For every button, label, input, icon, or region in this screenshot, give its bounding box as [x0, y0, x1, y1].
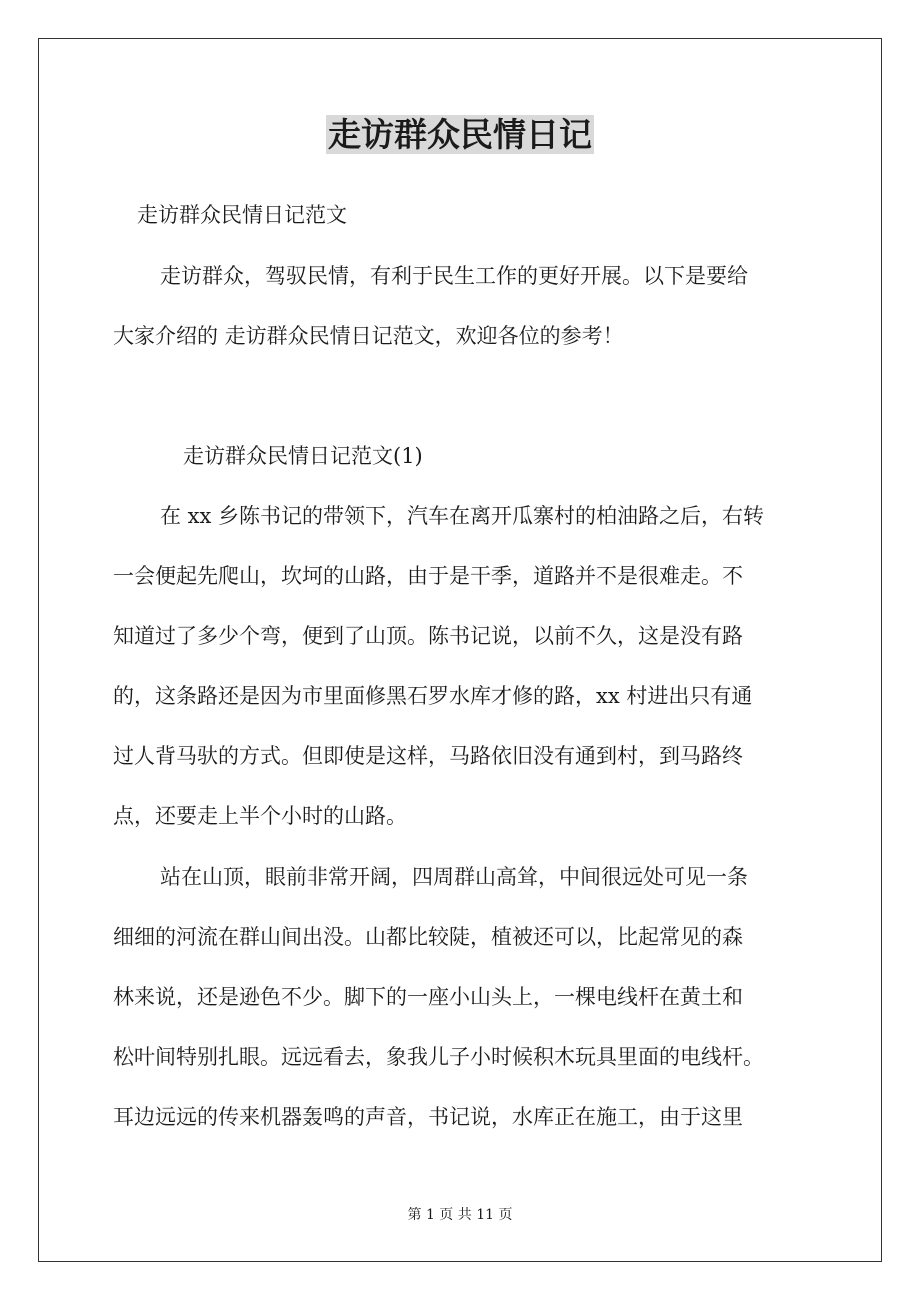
paragraph-line: 的，这条路还是因为市里面修黑石罗水库才修的路，xx 村进出只有通 — [113, 684, 753, 708]
paragraph-line: 松叶间特别扎眼。远远看去，象我儿子小时候积木玩具里面的电线杆。 — [113, 1045, 764, 1069]
paragraph-line: 站在山顶，眼前非常开阔，四周群山高耸，中间很远处可见一条 — [160, 865, 748, 889]
paragraph-line: 一会便起先爬山，坎坷的山路，由于是干季，道路并不是很难走。不 — [113, 564, 743, 588]
paragraph-line: 知道过了多少个弯，便到了山顶。陈书记说，以前不久，这是没有路 — [113, 624, 743, 648]
paragraph-line: 林来说，还是逊色不少。脚下的一座小山头上，一棵电线杆在黄土和 — [113, 985, 743, 1009]
paragraph-line: 在 xx 乡陈书记的带领下，汽车在离开瓜寨村的柏油路之后，右转 — [160, 504, 765, 528]
paragraph-line: 细细的河流在群山间出没。山都比较陡，植被还可以，比起常见的森 — [113, 925, 743, 949]
paragraph-line: 耳边远远的传来机器轰鸣的声音，书记说，水库正在施工，由于这里 — [113, 1105, 743, 1129]
intro-line: 走访群众，驾驭民情，有利于民生工作的更好开展。以下是要给 — [160, 264, 748, 288]
document-title: 走访群众民情日记 — [328, 115, 592, 154]
section-heading: 走访群众民情日记范文(1) — [183, 444, 423, 468]
subtitle: 走访群众民情日记范文 — [137, 203, 347, 227]
paragraph-line: 过人背马驮的方式。但即使是这样，马路依旧没有通到村，到马路终 — [113, 744, 743, 768]
intro-line: 大家介绍的 走访群众民情日记范文，欢迎各位的参考！ — [113, 324, 624, 348]
paragraph-line: 点，还要走上半个小时的山路。 — [113, 804, 407, 828]
page-footer: 第 1 页 共 11 页 — [407, 1207, 513, 1223]
